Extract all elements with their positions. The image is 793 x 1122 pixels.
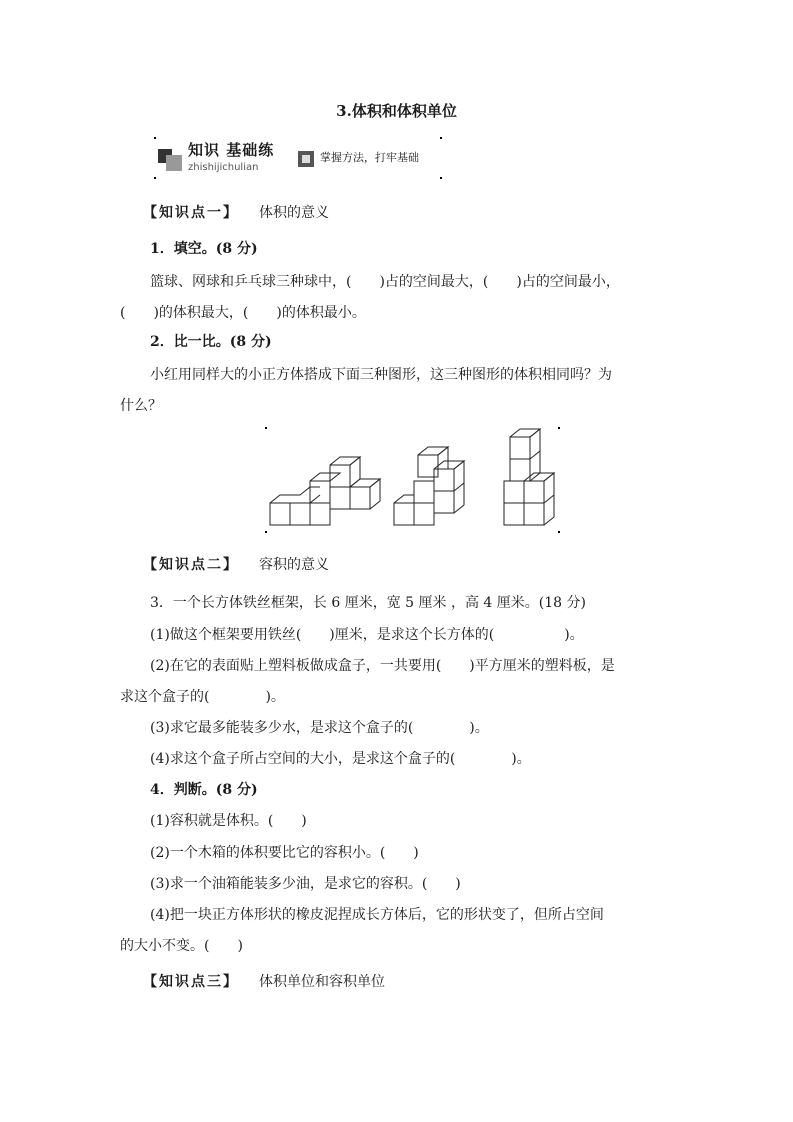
question-3-part2-line1: (2)在它的表面贴上塑料板做成盒子，一共要用( )平方厘米的塑料板，是 — [150, 658, 615, 674]
cube-figure-3 — [504, 429, 554, 525]
question-3-stem: 3．一个长方体铁丝框架，长 6 厘米，宽 5 厘米 ，高 4 厘米。(18 分) — [150, 595, 586, 611]
section-banner — [150, 137, 450, 181]
cube-figures — [258, 425, 568, 535]
kp-label: 【知识点三】 — [143, 974, 239, 990]
question-2-line1: 小红用同样大的小正方体搭成下面三种图形，这三种图形的体积相同吗？为 — [150, 367, 612, 383]
banner-tagline: 掌握方法，打牢基础 — [320, 151, 419, 164]
kp-label: 【知识点二】 — [143, 557, 239, 573]
question-3-part3: (3)求它最多能装多少水，是求这个盒子的( )。 — [150, 720, 489, 736]
kp-title: 体积的意义 — [259, 205, 329, 221]
banner-main-text: 知识 基础练 — [188, 141, 275, 159]
question-3-part1: (1)做这个框架要用铁丝( )厘米，是求这个长方体的( )。 — [150, 627, 584, 643]
question-4-part4-line1: (4)把一块正方体形状的橡皮泥捏成长方体后，它的形状变了，但所占空间 — [150, 907, 604, 923]
question-2-title: 2．比一比。(8 分) — [150, 334, 272, 350]
question-2-line2: 什么？ — [120, 398, 162, 414]
question-1-line2: ( )的体积最大，( )的体积最小。 — [120, 305, 366, 321]
kp-title: 体积单位和容积单位 — [259, 974, 385, 990]
cube-figure-2 — [394, 447, 464, 525]
kp-label: 【知识点一】 — [143, 205, 239, 221]
question-1-title: 1．填空。(8 分) — [150, 241, 258, 257]
question-4-part3: (3)求一个油箱能装多少油，是求它的容积。( ) — [150, 876, 461, 892]
question-1-line1: 篮球、网球和乒乓球三种球中，( )占的空间最大，( )占的空间最小， — [150, 274, 620, 290]
question-3-part4: (4)求这个盒子所占空间的大小，是求这个盒子的( )。 — [150, 751, 531, 767]
page-title: 3.体积和体积单位 — [336, 102, 457, 120]
question-4-part4-line2: 的大小不变。( ) — [120, 938, 243, 954]
kp-title: 容积的意义 — [259, 557, 329, 573]
question-4-title: 4．判断。(8 分) — [150, 782, 258, 798]
knowledge-point-1 — [143, 202, 329, 222]
question-4-part2: (2)一个木箱的体积要比它的容积小。( ) — [150, 845, 419, 861]
cube-figure-1 — [270, 457, 380, 525]
question-4-part1: (1)容积就是体积。( ) — [150, 813, 307, 829]
banner-pinyin: zhishijichulian — [188, 162, 259, 173]
question-3-part2-line2: 求这个盒子的( )。 — [120, 689, 285, 705]
knowledge-point-3 — [143, 971, 385, 991]
knowledge-point-2 — [143, 554, 329, 574]
